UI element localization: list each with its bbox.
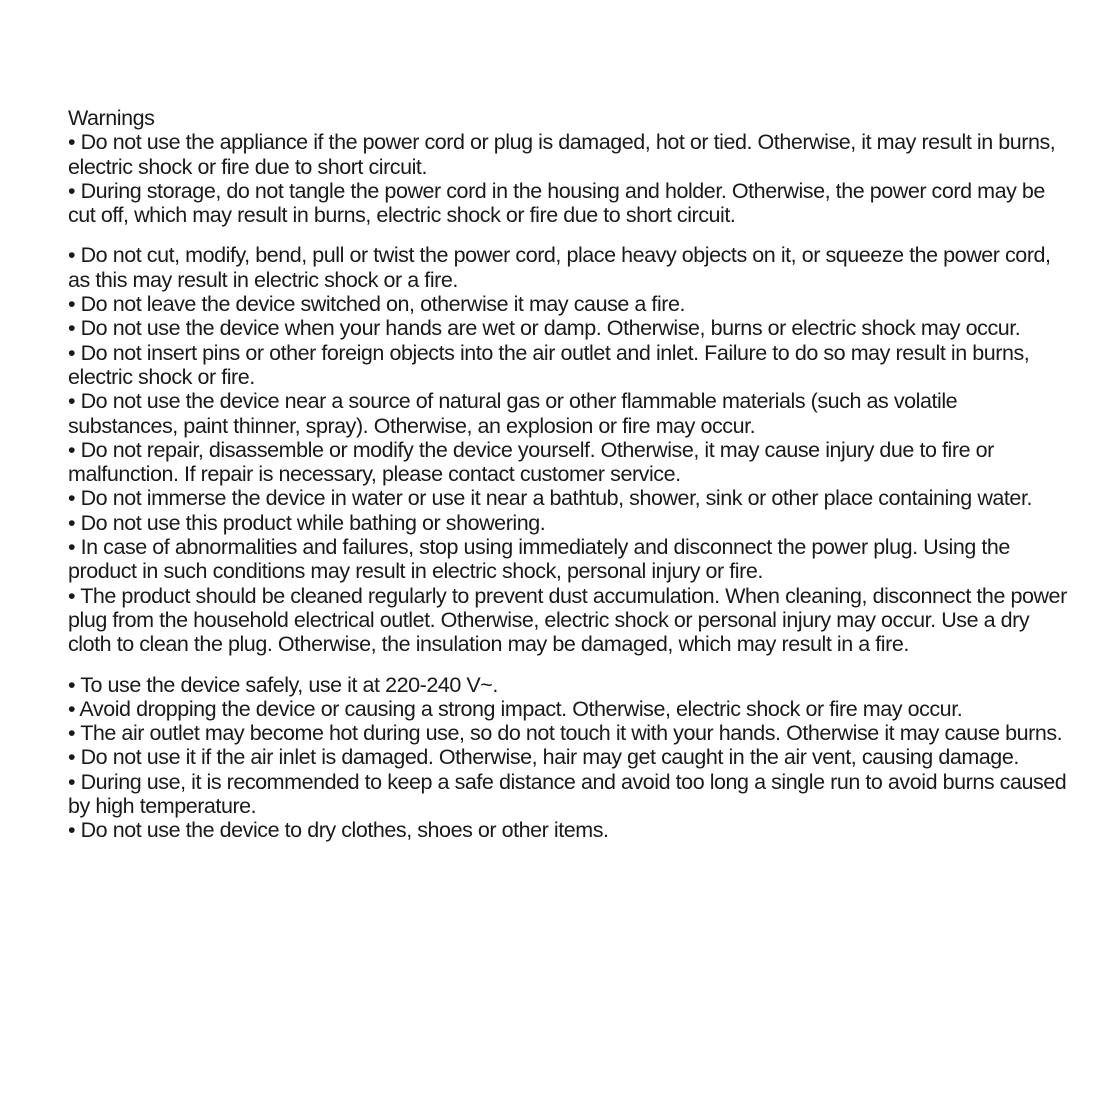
- warnings-title: Warnings: [68, 106, 155, 130]
- warning-item: • During storage, do not tangle the power cord in the housing and holder. Otherwise, the power cord may be cut off, which may result in burns, electric shock or fire due to short circuit.: [68, 178, 1045, 228]
- warning-item: • In case of abnormalities and failures, stop using immediately and disconnect the power plug. Using the product in such conditions may result in electric shock, personal injury or fire.: [68, 535, 1010, 584]
- warning-item: • Do not insert pins or other foreign objects into the air outlet and inlet. Failure to do so may result in burns, electric shock or fire.: [68, 340, 1030, 389]
- warning-item: • Do not use the device when your hands are wet or damp. Otherwise, burns or electric shock may occur.: [68, 316, 1021, 341]
- warning-item: • Do not leave the device switched on, otherwise it may cause a fire.: [68, 292, 686, 317]
- warning-item: • The product should be cleaned regularly to prevent dust accumulation. When cleaning, disconnect the power plug from the household electrical outlet. Otherwise, electric shock or personal injury may occur. Use a dry cloth to clean the plug. Otherwise, the insulation may be damaged, which may result in a fire.: [68, 583, 1067, 657]
- warning-item: • Do not cut, modify, bend, pull or twist the power cord, place heavy objects on it, or squeeze the power cord, as this may result in electric shock or a fire.: [68, 243, 1051, 292]
- warning-item: • During use, it is recommended to keep a safe distance and avoid too long a single run to avoid burns caused by high temperature.: [68, 769, 1067, 819]
- warnings-document: [68, 106, 1068, 843]
- warning-item: • Do not use the device near a source of natural gas or other flammable materials (such as volatile substances, paint thinner, spray). Otherwise, an explosion or fire may occur.: [68, 389, 958, 438]
- warning-item: • Do not immerse the device in water or use it near a bathtub, shower, sink or other place containing water.: [68, 486, 1032, 511]
- warning-item: • To use the device safely, use it at 220-240 V~.: [68, 672, 498, 697]
- warning-item: • Do not use the device to dry clothes, shoes or other items.: [68, 818, 609, 843]
- warning-item: • Do not use this product while bathing or showering.: [68, 510, 546, 535]
- warning-item: • Do not use the appliance if the power cord or plug is damaged, hot or tied. Otherwise, it may result in burns, electric shock or fire due to short circuit.: [68, 130, 1056, 179]
- warning-item: • The air outlet may become hot during use, so do not touch it with your hands. Otherwise it may cause burns.: [68, 721, 1063, 746]
- warning-item: • Do not repair, disassemble or modify the device yourself. Otherwise, it may cause injury due to fire or malfunction. If repair is necessary, please contact customer service.: [68, 437, 994, 487]
- warning-item: • Avoid dropping the device or causing a strong impact. Otherwise, electric shock or fire may occur.: [68, 696, 963, 721]
- warning-item: • Do not use it if the air inlet is damaged. Otherwise, hair may get caught in the air vent, causing damage.: [68, 745, 1019, 770]
